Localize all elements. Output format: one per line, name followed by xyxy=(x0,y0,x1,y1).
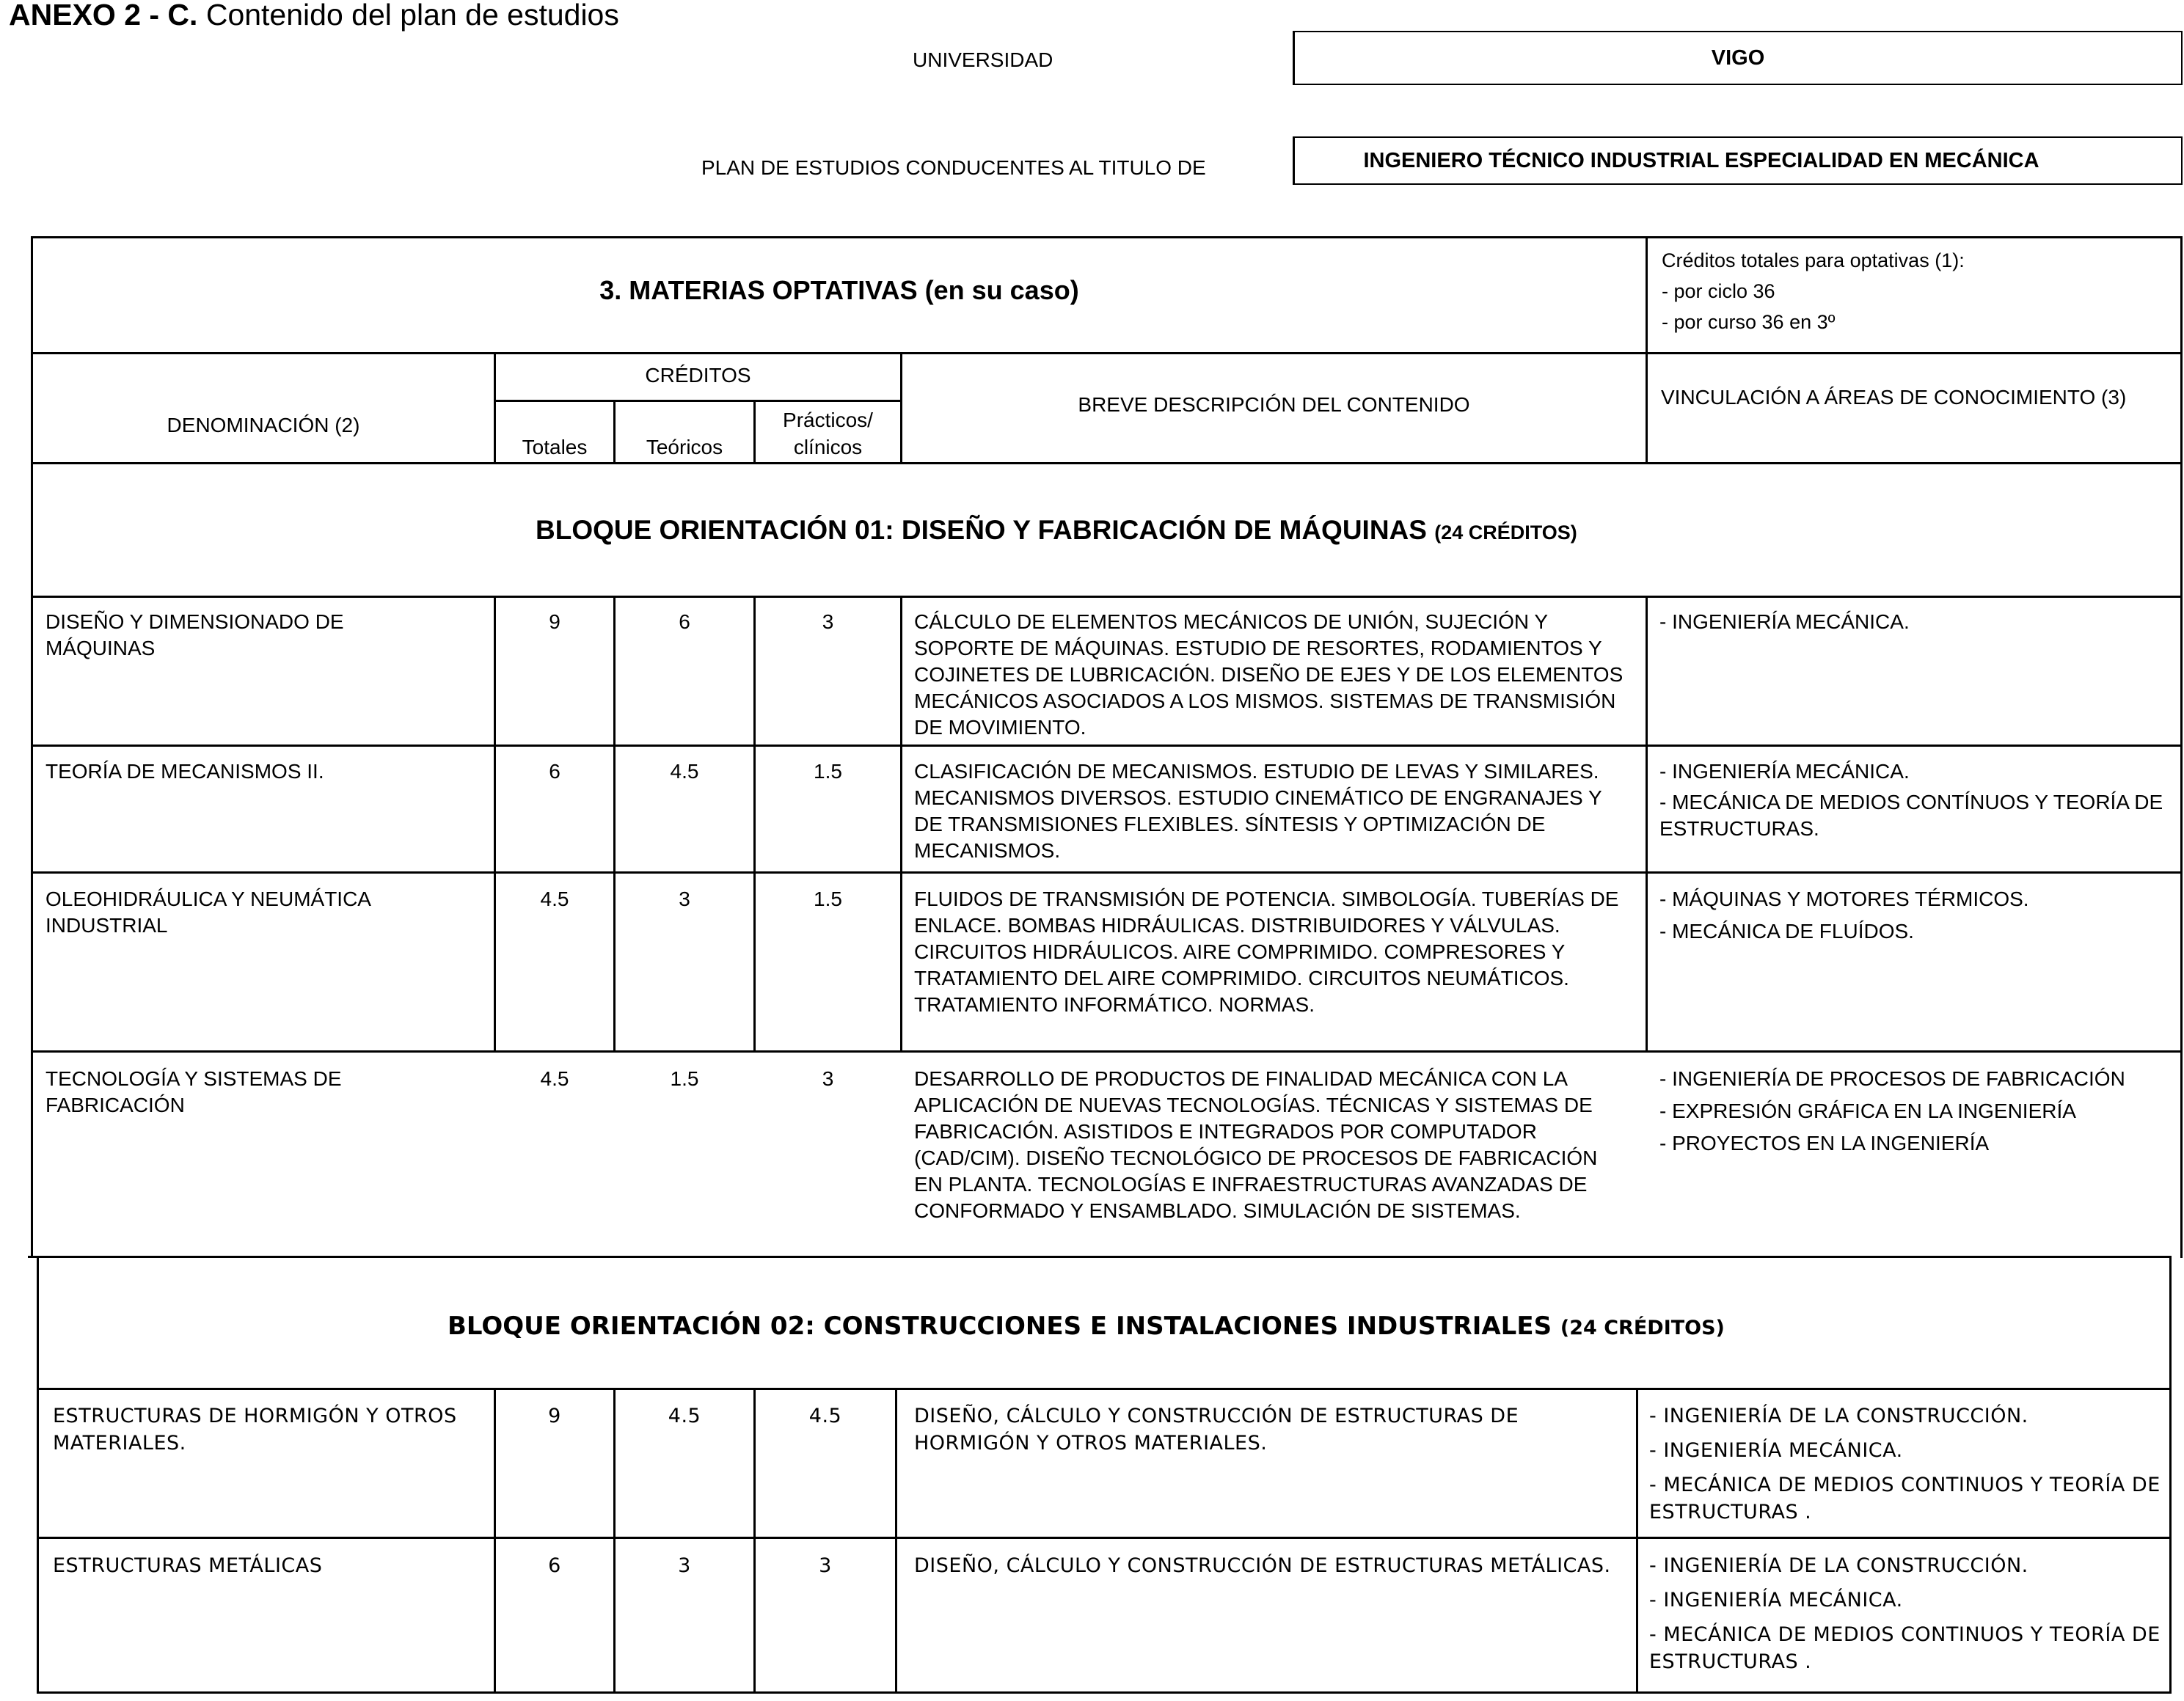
subject-description: DISEÑO, CÁLCULO Y CONSTRUCCIÓN DE ESTRUCTURAS METÁLICAS. xyxy=(914,1554,1611,1577)
column-header-vinculacion: VINCULACIÓN A ÁREAS DE CONOCIMIENTO (3) xyxy=(1661,386,2127,409)
table-line xyxy=(2180,236,2183,1258)
credits-practicos: 1.5 xyxy=(814,760,842,783)
table-line xyxy=(31,745,2183,747)
table-line xyxy=(37,1256,39,1694)
credits-note-line: - por curso 36 en 3º xyxy=(1662,311,1836,333)
table-line xyxy=(1636,1388,1638,1691)
credits-practicos: 3 xyxy=(822,1067,834,1090)
table-line xyxy=(2169,1256,2172,1694)
subject-description: CÁLCULO DE ELEMENTOS MECÁNICOS DE UNIÓN, SUJECIÓN Y SOPORTE DE MÁQUINAS. ESTUDIO DE RESORTES, RODAMIENTOS Y COJINETES DE LUBRICACIÓN. DISEÑO DE EJES Y DE LOS ELEMENTOS MECÁNICOS ASOCIADOS A LOS MISMOS. SISTEMAS DE TRANSMISIÓN DE MOVIMIENTO. xyxy=(914,610,1624,739)
table-line xyxy=(31,236,2183,238)
knowledge-area: - MECÁNICA DE MEDIOS CONTÍNUOS Y TEORÍA DE ESTRUCTURAS. xyxy=(1659,791,2163,840)
table-line xyxy=(895,1388,897,1691)
knowledge-area: - INGENIERÍA MECÁNICA. xyxy=(1659,760,1910,783)
table-line xyxy=(37,1537,2172,1539)
plan-value: INGENIERO TÉCNICO INDUSTRIAL ESPECIALIDAD EN MECÁNICA xyxy=(1363,148,2039,172)
credits-totales: 6 xyxy=(549,760,560,783)
block-title xyxy=(536,515,1577,546)
subject-name: TEORÍA DE MECANISMOS II. xyxy=(45,760,324,783)
university-field xyxy=(1293,31,2183,85)
column-header-practicos: Prácticos/ clínicos xyxy=(783,409,873,458)
subject-name: TECNOLOGÍA Y SISTEMAS DE FABRICACIÓN xyxy=(45,1067,342,1116)
subject-name: ESTRUCTURAS DE HORMIGÓN Y OTROS MATERIALES. xyxy=(53,1405,457,1455)
table-line xyxy=(28,1256,2172,1258)
annex-title-rest: Contenido del plan de estudios xyxy=(197,0,619,32)
credits-teoricos: 3 xyxy=(678,1554,691,1577)
university-label: UNIVERSIDAD xyxy=(913,48,1053,71)
credits-teoricos: 4.5 xyxy=(670,760,699,783)
credits-practicos: 3 xyxy=(822,610,834,633)
credits-totales: 6 xyxy=(548,1554,561,1577)
knowledge-area: - INGENIERÍA DE LA CONSTRUCCIÓN. xyxy=(1649,1554,2028,1577)
table-line xyxy=(31,871,2183,874)
knowledge-areas xyxy=(1659,758,2166,842)
credits-teoricos: 1.5 xyxy=(670,1067,699,1090)
credits-note-line: Créditos totales para optativas (1): xyxy=(1662,249,1965,271)
knowledge-area: - MÁQUINAS Y MOTORES TÉRMICOS. xyxy=(1659,888,2029,910)
column-header-descripcion: BREVE DESCRIPCIÓN DEL CONTENIDO xyxy=(1078,393,1470,416)
table-line xyxy=(31,462,2183,464)
table-line xyxy=(494,1388,496,1691)
university-value: VIGO xyxy=(1711,45,1765,70)
subject-name: OLEOHIDRÁULICA Y NEUMÁTICA INDUSTRIAL xyxy=(45,888,370,937)
table-line xyxy=(37,1388,2172,1390)
knowledge-areas xyxy=(1659,1066,2166,1157)
knowledge-area: - EXPRESIÓN GRÁFICA EN LA INGENIERÍA xyxy=(1659,1100,2076,1122)
knowledge-area: - INGENIERÍA MECÁNICA. xyxy=(1659,610,1910,633)
column-header-denominacion: DENOMINACIÓN (2) xyxy=(167,414,360,436)
credits-practicos: 3 xyxy=(819,1554,832,1577)
credits-note xyxy=(1662,245,2175,337)
credits-practicos: 1.5 xyxy=(814,888,842,910)
knowledge-area: - MECÁNICA DE MEDIOS CONTINUOS Y TEORÍA DE ESTRUCTURAS . xyxy=(1649,1623,2161,1673)
table-line xyxy=(37,1691,2172,1694)
credits-teoricos: 4.5 xyxy=(668,1405,701,1427)
table-line xyxy=(753,596,756,1050)
credits-practicos: 4.5 xyxy=(808,1405,842,1427)
subject-description: DESARROLLO DE PRODUCTOS DE FINALIDAD MECÁNICA CON LA APLICACIÓN DE NUEVAS TECNOLOGÍAS. TÉCNICAS Y SISTEMAS DE FABRICACIÓN. ASISTIDOS E INTEGRADOS POR COMPUTADOR (CAD/CIM). DISEÑO TECNOLÓGICO DE PROCESOS DE FABRICACIÓN EN PLANTA. TECNOLOGÍAS E INFRAESTRUCTURAS AVANZADAS DE CONFORMADO Y ENSAMBLADO. SIMULACIÓN DE SISTEMAS. xyxy=(914,1067,1598,1222)
subject-description: FLUIDOS DE TRANSMISIÓN DE POTENCIA. SIMBOLOGÍA. TUBERÍAS DE ENLACE. BOMBAS HIDRÁULICAS. DISTRIBUIDORES Y VÁLVULAS. CIRCUITOS HIDRÁULICOS. AIRE COMPRIMIDO. COMPRESORES Y TRATAMIENTO DEL AIRE COMPRIMIDO. CIRCUITOS NEUMÁTICOS. TRATAMIENTO INFORMÁTICO. NORMAS. xyxy=(914,888,1619,1016)
knowledge-areas xyxy=(1659,609,2166,635)
subject-description: CLASIFICACIÓN DE MECANISMOS. ESTUDIO DE LEVAS Y SIMILARES. MECANISMOS DIVERSOS. ESTUDIO CINEMÁTICO DE ENGRANAJES Y DE TRANSMISIONES FLEXIBLES. SÍNTESIS Y OPTIMIZACIÓN DE MECANISMOS. xyxy=(914,760,1602,862)
block-credits: (24 CRÉDITOS) xyxy=(1560,1317,1725,1339)
subject-name: ESTRUCTURAS METÁLICAS xyxy=(53,1554,323,1577)
table-line xyxy=(31,596,2183,598)
table-line xyxy=(31,236,33,1258)
knowledge-area: - MECÁNICA DE MEDIOS CONTINUOS Y TEORÍA DE ESTRUCTURAS . xyxy=(1649,1474,2161,1523)
knowledge-area: - PROYECTOS EN LA INGENIERÍA xyxy=(1659,1132,1990,1155)
plan-label: PLAN DE ESTUDIOS CONDUCENTES AL TITULO DE xyxy=(701,156,1206,179)
block-title xyxy=(448,1312,1725,1341)
knowledge-area: - MECÁNICA DE FLUÍDOS. xyxy=(1659,920,1914,943)
credits-totales: 4.5 xyxy=(540,888,569,910)
column-header-teoricos: Teóricos xyxy=(646,436,723,458)
credits-totales: 9 xyxy=(549,610,560,633)
column-header-totales: Totales xyxy=(522,436,588,458)
column-header-creditos: CRÉDITOS xyxy=(645,364,751,387)
subject-description: DISEÑO, CÁLCULO Y CONSTRUCCIÓN DE ESTRUCTURAS DE HORMIGÓN Y OTROS MATERIALES. xyxy=(914,1405,1519,1455)
table-line xyxy=(1646,596,1648,1050)
knowledge-area: - INGENIERÍA MECÁNICA. xyxy=(1649,1439,1903,1462)
table-line xyxy=(1646,236,1648,464)
table-line xyxy=(613,1388,616,1691)
table-line xyxy=(753,1388,756,1691)
knowledge-area: - INGENIERÍA DE PROCESOS DE FABRICACIÓN xyxy=(1659,1067,2125,1090)
annex-title-bold: ANEXO 2 - C. xyxy=(9,0,198,32)
credits-teoricos: 3 xyxy=(679,888,690,910)
block-title-main: BLOQUE ORIENTACIÓN 01: DISEÑO Y FABRICACIÓN DE MÁQUINAS xyxy=(536,515,1427,545)
annex-title xyxy=(9,0,619,32)
knowledge-area: - INGENIERÍA MECÁNICA. xyxy=(1649,1589,1903,1612)
knowledge-areas xyxy=(1659,886,2166,945)
credits-totales: 4.5 xyxy=(540,1067,569,1090)
table-line xyxy=(31,1050,2183,1053)
table-line xyxy=(494,400,902,402)
credits-note-line: - por ciclo 36 xyxy=(1662,280,1775,302)
credits-totales: 9 xyxy=(548,1405,561,1427)
credits-teoricos: 6 xyxy=(679,610,690,633)
knowledge-areas xyxy=(1649,1402,2163,1526)
subject-name: DISEÑO Y DIMENSIONADO DE MÁQUINAS xyxy=(45,610,344,659)
block-title-main: BLOQUE ORIENTACIÓN 02: CONSTRUCCIONES E INSTALACIONES INDUSTRIALES xyxy=(448,1312,1552,1341)
knowledge-areas xyxy=(1649,1552,2163,1675)
table-line xyxy=(613,596,616,1050)
block-credits: (24 CRÉDITOS) xyxy=(1434,522,1577,544)
knowledge-area: - INGENIERÍA DE LA CONSTRUCCIÓN. xyxy=(1649,1405,2028,1427)
table-line xyxy=(900,596,902,1050)
section-title: 3. MATERIAS OPTATIVAS (en su caso) xyxy=(599,275,1079,305)
plan-field xyxy=(1293,136,2183,185)
table-line xyxy=(494,596,496,1050)
table-line xyxy=(31,352,2183,354)
